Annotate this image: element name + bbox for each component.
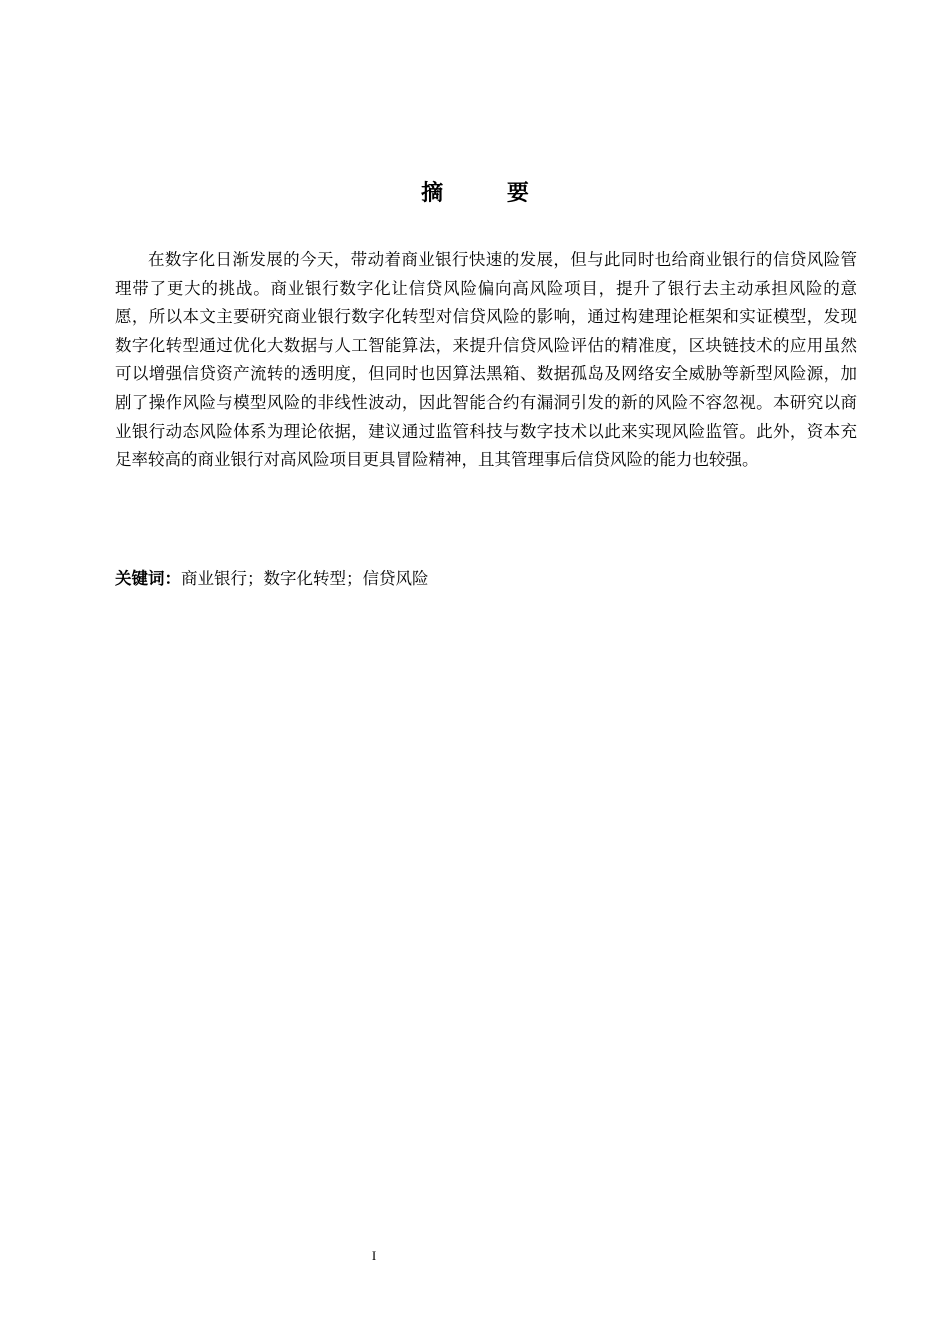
keywords-text: 商业银行；数字化转型；信贷风险 — [181, 569, 429, 588]
page-number: I — [371, 1248, 377, 1263]
abstract-title: 摘 要 — [421, 181, 557, 206]
keywords-label: 关键词： — [115, 569, 181, 588]
keywords-line — [115, 565, 429, 593]
abstract-body: 在数字化日渐发展的今天，带动着商业银行快速的发展，但与此同时也给商业银行的信贷风险管理带了更大的挑战。商业银行数字化让信贷风险偏向高风险项目，提升了银行去主动承担风险的意愿，所以本文主要研究商业银行数字化转型对信贷风险的影响，通过构建理论框架和实证模型，发现数字化转型通过优化大数据与人工智能算法，来提升信贷风险评估的精准度，区块链技术的应用虽然可以增强信贷资产流转的透明度，但同时也因算法黑箱、数据孤岛及网络安全威胁等新型风险源，加剧了操作风险与模型风险的非线性波动，因此智能合约有漏洞引发的新的风险不容忽视。本研究以商业银行动态风险体系为理论依据，建议通过监管科技与数字技术以此来实现风险监管。此外，资本充足率较高的商业银行对高风险项目更具冒险精神，且其管理事后信贷风险的能力也较强。 — [115, 250, 857, 470]
